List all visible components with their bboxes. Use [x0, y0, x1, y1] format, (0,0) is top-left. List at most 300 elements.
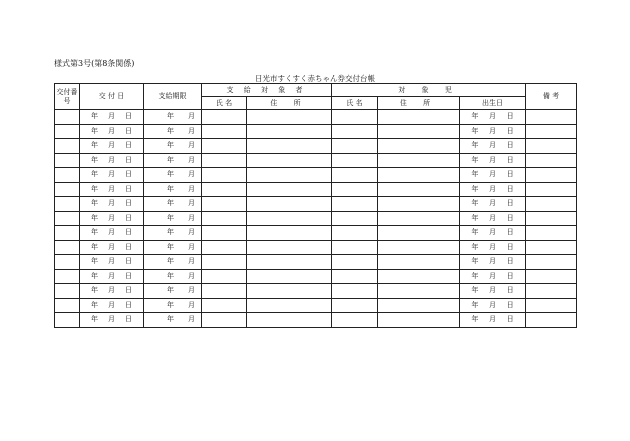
cell-child-address[interactable]: [378, 139, 460, 154]
cell-birth-date-units: [460, 316, 525, 323]
page-title: 日光市すくすく赤ちゃん券交付台帳: [255, 74, 375, 83]
date-unit-month: 月: [488, 286, 496, 295]
cell-recipient-name[interactable]: [202, 284, 247, 299]
cell-recipient-address[interactable]: [247, 197, 332, 212]
date-unit-day: 日: [506, 271, 514, 280]
cell-child-name[interactable]: [332, 240, 378, 255]
cell-issue-date-units: [80, 244, 143, 251]
cell-number[interactable]: [55, 269, 80, 284]
date-unit-month: 月: [488, 242, 496, 251]
cell-recipient-address[interactable]: [247, 255, 332, 270]
table-row: [55, 182, 577, 197]
cell-issue-date-units: [80, 128, 143, 135]
cell-child-address[interactable]: [378, 110, 460, 125]
cell-validity-units: [144, 157, 201, 164]
cell-remarks[interactable]: [526, 153, 577, 168]
date-unit-month: 月: [108, 170, 115, 179]
date-unit-day: 日: [125, 315, 132, 324]
date-unit-month: 月: [188, 141, 195, 150]
cell-issue-date-units: [80, 258, 143, 265]
date-unit-day: 日: [125, 228, 132, 237]
date-unit-month: 月: [188, 300, 195, 309]
date-unit-year: 年: [91, 271, 98, 280]
cell-remarks[interactable]: [526, 284, 577, 299]
date-unit-month: 月: [108, 155, 115, 164]
cell-validity[interactable]: [144, 255, 202, 270]
date-unit-year: 年: [167, 286, 174, 295]
date-unit-year: 年: [471, 155, 479, 164]
cell-child-name[interactable]: [332, 197, 378, 212]
date-unit-year: 年: [91, 155, 98, 164]
date-unit-month: 月: [188, 199, 195, 208]
date-unit-month: 月: [108, 300, 115, 309]
cell-number[interactable]: [55, 298, 80, 313]
cell-recipient-address[interactable]: [247, 153, 332, 168]
cell-remarks[interactable]: [526, 298, 577, 313]
date-unit-day: 日: [506, 199, 514, 208]
header-validity: 支給期限: [144, 84, 202, 110]
cell-recipient-name[interactable]: [202, 110, 247, 125]
date-unit-year: 年: [471, 242, 479, 251]
date-unit-day: 日: [506, 213, 514, 222]
cell-birth-date[interactable]: [460, 182, 526, 197]
date-unit-month: 月: [188, 315, 195, 324]
cell-validity-units: [144, 229, 201, 236]
date-unit-year: 年: [167, 199, 174, 208]
date-unit-month: 月: [488, 300, 496, 309]
cell-number[interactable]: [55, 284, 80, 299]
cell-issue-date[interactable]: [80, 255, 144, 270]
cell-child-address[interactable]: [378, 255, 460, 270]
date-unit-month: 月: [488, 315, 496, 324]
cell-issue-date-units: [80, 215, 143, 222]
cell-validity[interactable]: [144, 168, 202, 183]
cell-validity-units: [144, 244, 201, 251]
table-row: [55, 298, 577, 313]
date-unit-year: 年: [167, 213, 174, 222]
cell-recipient-address[interactable]: [247, 182, 332, 197]
cell-issue-date[interactable]: [80, 226, 144, 241]
cell-validity[interactable]: [144, 226, 202, 241]
register-body: [55, 110, 577, 328]
table-row: [55, 153, 577, 168]
cell-child-name[interactable]: [332, 226, 378, 241]
cell-child-name[interactable]: [332, 284, 378, 299]
cell-issue-date[interactable]: [80, 298, 144, 313]
cell-remarks[interactable]: [526, 313, 577, 328]
date-unit-month: 月: [108, 242, 115, 251]
cell-birth-date[interactable]: [460, 269, 526, 284]
table-row: [55, 284, 577, 299]
date-unit-month: 月: [488, 257, 496, 266]
date-unit-month: 月: [488, 199, 496, 208]
date-unit-day: 日: [506, 184, 514, 193]
date-unit-year: 年: [471, 184, 479, 193]
date-unit-year: 年: [471, 315, 479, 324]
register-table: [54, 83, 577, 328]
cell-recipient-name[interactable]: [202, 255, 247, 270]
cell-validity-units: [144, 316, 201, 323]
date-unit-day: 日: [506, 300, 514, 309]
cell-child-name[interactable]: [332, 110, 378, 125]
cell-validity[interactable]: [144, 110, 202, 125]
cell-birth-date[interactable]: [460, 197, 526, 212]
date-unit-month: 月: [108, 271, 115, 280]
cell-birth-date[interactable]: [460, 110, 526, 125]
cell-remarks[interactable]: [526, 255, 577, 270]
cell-validity[interactable]: [144, 240, 202, 255]
date-unit-month: 月: [188, 286, 195, 295]
cell-child-address[interactable]: [378, 168, 460, 183]
cell-issue-date[interactable]: [80, 284, 144, 299]
cell-birth-date-units: [460, 215, 525, 222]
cell-birth-date[interactable]: [460, 139, 526, 154]
date-unit-day: 日: [506, 286, 514, 295]
cell-recipient-name[interactable]: [202, 197, 247, 212]
date-unit-year: 年: [167, 141, 174, 150]
cell-child-address[interactable]: [378, 240, 460, 255]
date-unit-year: 年: [91, 257, 98, 266]
date-unit-year: 年: [91, 213, 98, 222]
cell-issue-date[interactable]: [80, 168, 144, 183]
date-unit-year: 年: [91, 228, 98, 237]
cell-child-name[interactable]: [332, 211, 378, 226]
cell-issue-date-units: [80, 200, 143, 207]
table-row: [55, 139, 577, 154]
table-row: [55, 124, 577, 139]
cell-number[interactable]: [55, 211, 80, 226]
cell-validity-units: [144, 128, 201, 135]
cell-issue-date[interactable]: [80, 139, 144, 154]
cell-remarks[interactable]: [526, 139, 577, 154]
cell-child-address[interactable]: [378, 284, 460, 299]
header-recipient-group: 支 給 対 象 者: [202, 84, 332, 97]
header-recipient-address: 住 所: [247, 97, 332, 110]
cell-number[interactable]: [55, 255, 80, 270]
date-unit-year: 年: [471, 199, 479, 208]
cell-validity-units: [144, 302, 201, 309]
date-unit-month: 月: [188, 112, 195, 121]
cell-recipient-address[interactable]: [247, 284, 332, 299]
cell-validity[interactable]: [144, 124, 202, 139]
date-unit-year: 年: [91, 286, 98, 295]
cell-recipient-address[interactable]: [247, 240, 332, 255]
date-unit-year: 年: [471, 257, 479, 266]
cell-child-address[interactable]: [378, 197, 460, 212]
date-unit-day: 日: [506, 257, 514, 266]
date-unit-year: 年: [471, 228, 479, 237]
date-unit-month: 月: [188, 170, 195, 179]
cell-number[interactable]: [55, 168, 80, 183]
cell-child-name[interactable]: [332, 139, 378, 154]
date-unit-month: 月: [188, 271, 195, 280]
cell-recipient-name[interactable]: [202, 240, 247, 255]
table-row: [55, 211, 577, 226]
date-unit-day: 日: [125, 184, 132, 193]
header-number: 交付番号: [55, 84, 80, 110]
cell-child-name[interactable]: [332, 182, 378, 197]
cell-child-name[interactable]: [332, 298, 378, 313]
cell-validity[interactable]: [144, 211, 202, 226]
date-unit-day: 日: [506, 112, 514, 121]
date-unit-month: 月: [488, 141, 496, 150]
form-number-label: 様式第3号(第8条関係): [54, 59, 135, 68]
cell-birth-date[interactable]: [460, 124, 526, 139]
date-unit-year: 年: [471, 170, 479, 179]
date-unit-day: 日: [125, 286, 132, 295]
cell-birth-date-units: [460, 128, 525, 135]
table-row: [55, 197, 577, 212]
cell-child-address[interactable]: [378, 298, 460, 313]
header-child-address: 住 所: [378, 97, 460, 110]
date-unit-month: 月: [108, 112, 115, 121]
cell-validity[interactable]: [144, 269, 202, 284]
cell-recipient-address[interactable]: [247, 124, 332, 139]
table-row: [55, 255, 577, 270]
date-unit-year: 年: [91, 300, 98, 309]
cell-recipient-name[interactable]: [202, 211, 247, 226]
date-unit-day: 日: [506, 315, 514, 324]
cell-child-name[interactable]: [332, 124, 378, 139]
cell-recipient-name[interactable]: [202, 139, 247, 154]
cell-validity[interactable]: [144, 313, 202, 328]
date-unit-year: 年: [471, 300, 479, 309]
cell-issue-date[interactable]: [80, 110, 144, 125]
cell-recipient-address[interactable]: [247, 211, 332, 226]
cell-remarks[interactable]: [526, 240, 577, 255]
cell-issue-date[interactable]: [80, 313, 144, 328]
date-unit-year: 年: [167, 271, 174, 280]
cell-child-address[interactable]: [378, 182, 460, 197]
date-unit-month: 月: [488, 155, 496, 164]
date-unit-year: 年: [91, 199, 98, 208]
cell-remarks[interactable]: [526, 110, 577, 125]
cell-issue-date-units: [80, 157, 143, 164]
cell-child-address[interactable]: [378, 313, 460, 328]
table-row: [55, 269, 577, 284]
date-unit-month: 月: [188, 155, 195, 164]
date-unit-year: 年: [471, 271, 479, 280]
cell-validity[interactable]: [144, 298, 202, 313]
cell-number[interactable]: [55, 226, 80, 241]
cell-validity[interactable]: [144, 153, 202, 168]
cell-birth-date-units: [460, 258, 525, 265]
cell-issue-date[interactable]: [80, 197, 144, 212]
date-unit-year: 年: [91, 141, 98, 150]
cell-child-name[interactable]: [332, 153, 378, 168]
date-unit-day: 日: [125, 199, 132, 208]
cell-recipient-name[interactable]: [202, 313, 247, 328]
cell-child-address[interactable]: [378, 226, 460, 241]
cell-recipient-address[interactable]: [247, 110, 332, 125]
header-recipient-name: 氏 名: [202, 97, 247, 110]
date-unit-year: 年: [471, 141, 479, 150]
date-unit-year: 年: [167, 184, 174, 193]
cell-birth-date-units: [460, 302, 525, 309]
cell-birth-date[interactable]: [460, 168, 526, 183]
date-unit-day: 日: [506, 170, 514, 179]
date-unit-month: 月: [188, 228, 195, 237]
header-birth-date: 出生日: [460, 97, 526, 110]
cell-child-name[interactable]: [332, 313, 378, 328]
cell-validity-units: [144, 186, 201, 193]
cell-validity[interactable]: [144, 284, 202, 299]
table-row: [55, 313, 577, 328]
cell-issue-date[interactable]: [80, 211, 144, 226]
cell-recipient-name[interactable]: [202, 298, 247, 313]
cell-issue-date-units: [80, 316, 143, 323]
cell-validity[interactable]: [144, 182, 202, 197]
date-unit-month: 月: [488, 271, 496, 280]
cell-child-name[interactable]: [332, 255, 378, 270]
cell-issue-date[interactable]: [80, 124, 144, 139]
date-unit-year: 年: [167, 112, 174, 121]
date-unit-day: 日: [125, 170, 132, 179]
date-unit-month: 月: [488, 228, 496, 237]
date-unit-day: 日: [506, 228, 514, 237]
date-unit-year: 年: [471, 126, 479, 135]
cell-birth-date[interactable]: [460, 298, 526, 313]
cell-issue-date-units: [80, 229, 143, 236]
cell-birth-date-units: [460, 157, 525, 164]
date-unit-day: 日: [125, 242, 132, 251]
cell-issue-date[interactable]: [80, 182, 144, 197]
date-unit-year: 年: [91, 242, 98, 251]
cell-remarks[interactable]: [526, 124, 577, 139]
cell-child-name[interactable]: [332, 269, 378, 284]
date-unit-month: 月: [108, 315, 115, 324]
date-unit-year: 年: [167, 315, 174, 324]
cell-number[interactable]: [55, 313, 80, 328]
cell-birth-date-units: [460, 229, 525, 236]
cell-validity-units: [144, 258, 201, 265]
cell-birth-date-units: [460, 171, 525, 178]
cell-child-address[interactable]: [378, 269, 460, 284]
cell-issue-date-units: [80, 142, 143, 149]
cell-issue-date[interactable]: [80, 153, 144, 168]
date-unit-day: 日: [125, 300, 132, 309]
cell-recipient-name[interactable]: [202, 269, 247, 284]
date-unit-month: 月: [188, 242, 195, 251]
cell-validity-units: [144, 215, 201, 222]
date-unit-month: 月: [108, 228, 115, 237]
cell-birth-date[interactable]: [460, 313, 526, 328]
cell-issue-date-units: [80, 287, 143, 294]
date-unit-year: 年: [471, 286, 479, 295]
cell-recipient-address[interactable]: [247, 313, 332, 328]
date-unit-year: 年: [471, 112, 479, 121]
date-unit-year: 年: [91, 184, 98, 193]
cell-birth-date[interactable]: [460, 226, 526, 241]
cell-birth-date[interactable]: [460, 255, 526, 270]
date-unit-year: 年: [91, 170, 98, 179]
date-unit-day: 日: [125, 112, 132, 121]
date-unit-month: 月: [108, 126, 115, 135]
table-row: [55, 110, 577, 125]
date-unit-year: 年: [471, 213, 479, 222]
cell-birth-date-units: [460, 287, 525, 294]
cell-birth-date-units: [460, 142, 525, 149]
cell-remarks[interactable]: [526, 226, 577, 241]
cell-issue-date[interactable]: [80, 240, 144, 255]
date-unit-month: 月: [188, 126, 195, 135]
date-unit-month: 月: [108, 141, 115, 150]
date-unit-month: 月: [488, 213, 496, 222]
cell-recipient-name[interactable]: [202, 226, 247, 241]
cell-validity-units: [144, 171, 201, 178]
cell-number[interactable]: [55, 153, 80, 168]
cell-number[interactable]: [55, 110, 80, 125]
cell-number[interactable]: [55, 240, 80, 255]
cell-birth-date[interactable]: [460, 211, 526, 226]
cell-birth-date-units: [460, 244, 525, 251]
cell-recipient-address[interactable]: [247, 226, 332, 241]
date-unit-day: 日: [125, 213, 132, 222]
cell-birth-date-units: [460, 273, 525, 280]
header-row-1: [55, 84, 577, 97]
cell-remarks[interactable]: [526, 168, 577, 183]
cell-validity[interactable]: [144, 197, 202, 212]
cell-birth-date-units: [460, 186, 525, 193]
cell-child-address[interactable]: [378, 211, 460, 226]
date-unit-day: 日: [125, 155, 132, 164]
cell-birth-date[interactable]: [460, 240, 526, 255]
cell-recipient-address[interactable]: [247, 269, 332, 284]
cell-remarks[interactable]: [526, 211, 577, 226]
date-unit-year: 年: [167, 300, 174, 309]
date-unit-day: 日: [125, 141, 132, 150]
cell-remarks[interactable]: [526, 182, 577, 197]
date-unit-month: 月: [488, 184, 496, 193]
cell-remarks[interactable]: [526, 269, 577, 284]
cell-validity[interactable]: [144, 139, 202, 154]
cell-recipient-name[interactable]: [202, 182, 247, 197]
cell-issue-date-units: [80, 171, 143, 178]
cell-remarks[interactable]: [526, 197, 577, 212]
cell-number[interactable]: [55, 139, 80, 154]
cell-birth-date[interactable]: [460, 284, 526, 299]
cell-child-address[interactable]: [378, 124, 460, 139]
date-unit-month: 月: [488, 126, 496, 135]
cell-birth-date[interactable]: [460, 153, 526, 168]
cell-recipient-address[interactable]: [247, 139, 332, 154]
cell-number[interactable]: [55, 197, 80, 212]
date-unit-month: 月: [108, 257, 115, 266]
date-unit-month: 月: [108, 213, 115, 222]
date-unit-year: 年: [167, 155, 174, 164]
date-unit-day: 日: [506, 126, 514, 135]
cell-number[interactable]: [55, 182, 80, 197]
cell-recipient-name[interactable]: [202, 124, 247, 139]
cell-recipient-address[interactable]: [247, 168, 332, 183]
cell-child-name[interactable]: [332, 168, 378, 183]
cell-number[interactable]: [55, 124, 80, 139]
cell-recipient-name[interactable]: [202, 168, 247, 183]
cell-recipient-name[interactable]: [202, 153, 247, 168]
header-remarks: 備 考: [526, 84, 577, 110]
date-unit-year: 年: [167, 228, 174, 237]
date-unit-day: 日: [506, 141, 514, 150]
date-unit-month: 月: [188, 184, 195, 193]
cell-recipient-address[interactable]: [247, 298, 332, 313]
cell-child-address[interactable]: [378, 153, 460, 168]
cell-validity-units: [144, 142, 201, 149]
date-unit-year: 年: [167, 242, 174, 251]
date-unit-month: 月: [488, 112, 496, 121]
date-unit-day: 日: [506, 155, 514, 164]
date-unit-day: 日: [125, 271, 132, 280]
cell-issue-date[interactable]: [80, 269, 144, 284]
